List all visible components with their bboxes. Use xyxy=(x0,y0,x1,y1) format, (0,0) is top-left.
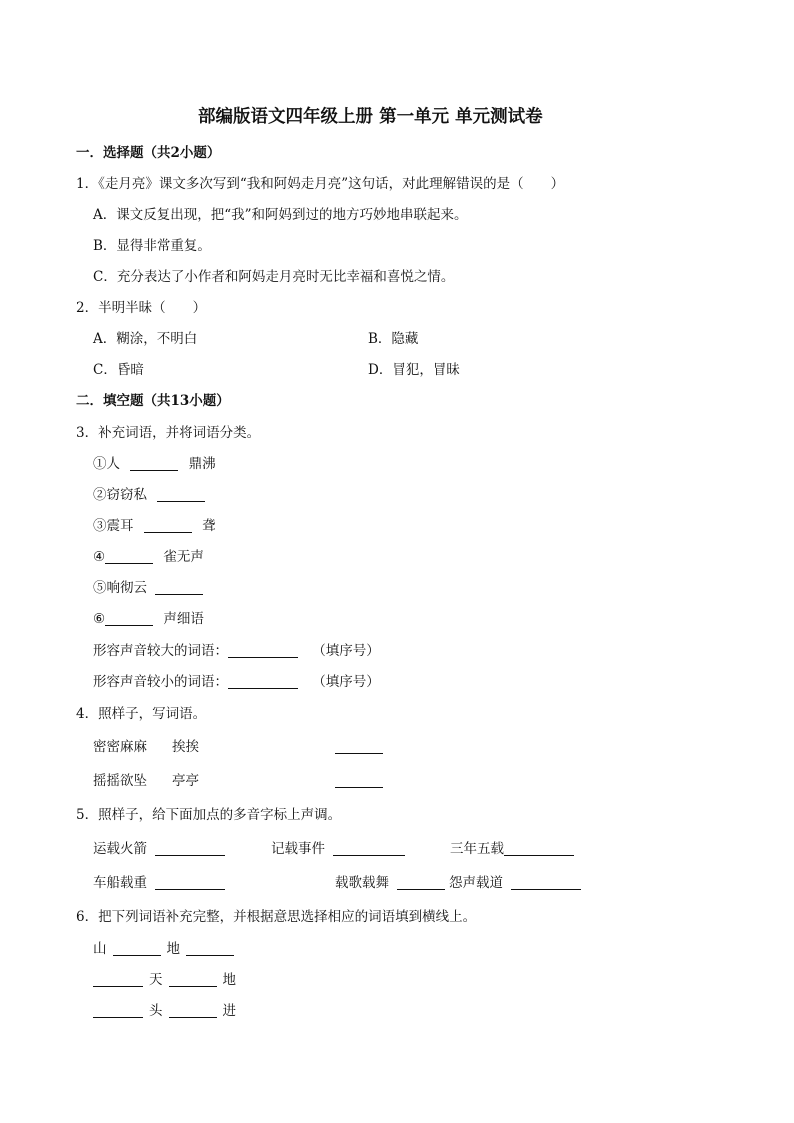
blank[interactable] xyxy=(169,1003,217,1018)
blank[interactable] xyxy=(105,549,153,564)
question-5-word-1: 运载火箭 xyxy=(93,840,225,858)
question-4-row-1-blank xyxy=(335,738,383,756)
blank[interactable] xyxy=(155,841,225,856)
question-4-row-1-prompt: 挨挨 xyxy=(172,739,199,755)
section-heading-fill: 二．填空题（共13小题） xyxy=(76,393,230,409)
blank[interactable] xyxy=(169,972,217,987)
page-title: 部编版语文四年级上册 第一单元 单元测试卷 xyxy=(198,107,543,127)
question-6-stem: 6．把下列词语补充完整，并根据意思选择相应的词语填到横线上。 xyxy=(76,909,477,925)
question-2-option-c: C．昏暗 xyxy=(93,362,144,378)
question-6-row-3: 头 进 xyxy=(93,1002,236,1020)
blank[interactable] xyxy=(335,739,383,754)
blank[interactable] xyxy=(228,643,298,658)
question-6-row-1: 山 地 xyxy=(93,940,234,958)
blank[interactable] xyxy=(333,841,405,856)
blank[interactable] xyxy=(144,518,192,533)
question-4-row-2-example: 摇摇欲坠 xyxy=(93,773,147,789)
question-3-item-5: ⑤响彻云 xyxy=(93,579,203,597)
blank[interactable] xyxy=(93,972,143,987)
question-3-item-3: ③震耳 聋 xyxy=(93,518,216,534)
blank[interactable] xyxy=(504,841,574,856)
question-2-option-b: B．隐藏 xyxy=(368,331,419,347)
blank[interactable] xyxy=(93,1003,143,1018)
blank[interactable] xyxy=(130,456,178,471)
question-3-item-4: ④ 雀无声 xyxy=(93,549,204,565)
question-5-word-3: 三年五载 xyxy=(450,840,574,858)
blank[interactable] xyxy=(155,875,225,890)
question-1-stem: 1．《走月亮》课文多次写到“我和阿妈走月亮”这句话，对此理解错误的是（ ） xyxy=(76,176,565,192)
question-3-loud-words: 形容声音较大的词语： （填序号） xyxy=(93,643,380,659)
question-5-word-4: 车船载重 xyxy=(93,874,225,892)
question-3-item-6: ⑥ 声细语 xyxy=(93,611,204,627)
question-5-word-5: 载歌载舞 xyxy=(335,874,445,892)
blank[interactable] xyxy=(186,941,234,956)
blank[interactable] xyxy=(228,674,298,689)
question-6-row-2: 天 地 xyxy=(93,971,236,989)
blank[interactable] xyxy=(511,875,581,890)
blank[interactable] xyxy=(155,580,203,595)
section-heading-choice: 一．选择题（共2小题） xyxy=(76,145,221,161)
blank[interactable] xyxy=(397,875,445,890)
question-4-row-1-example: 密密麻麻 xyxy=(93,739,147,755)
question-4-row-2-prompt: 亭亭 xyxy=(172,773,199,789)
question-3-stem: 3．补充词语，并将词语分类。 xyxy=(76,425,261,441)
question-1-option-a: A．课文反复出现，把“我”和阿妈到过的地方巧妙地串联起来。 xyxy=(93,207,468,223)
blank[interactable] xyxy=(335,773,383,788)
blank[interactable] xyxy=(113,941,161,956)
question-5-word-6: 怨声载道 xyxy=(449,874,581,892)
question-2-option-a: A．糊涂，不明白 xyxy=(93,331,198,347)
question-3-item-1: ①人 鼎沸 xyxy=(93,456,216,472)
blank[interactable] xyxy=(157,487,205,502)
question-3-soft-words: 形容声音较小的词语： （填序号） xyxy=(93,674,380,690)
blank[interactable] xyxy=(105,611,153,626)
question-1-option-b: B．显得非常重复。 xyxy=(93,238,211,254)
question-2-option-d: D．冒犯，冒昧 xyxy=(368,362,460,378)
question-4-row-2-blank xyxy=(335,772,383,790)
question-5-word-2: 记载事件 xyxy=(271,840,405,858)
question-3-item-2: ②窃窃私 xyxy=(93,486,205,504)
question-2-stem: 2．半明半昧（ ） xyxy=(76,300,207,316)
question-4-stem: 4．照样子，写词语。 xyxy=(76,706,207,722)
question-5-stem: 5．照样子，给下面加点的多音字标上声调。 xyxy=(76,807,342,823)
question-1-option-c: C．充分表达了小作者和阿妈走月亮时无比幸福和喜悦之情。 xyxy=(93,269,455,285)
